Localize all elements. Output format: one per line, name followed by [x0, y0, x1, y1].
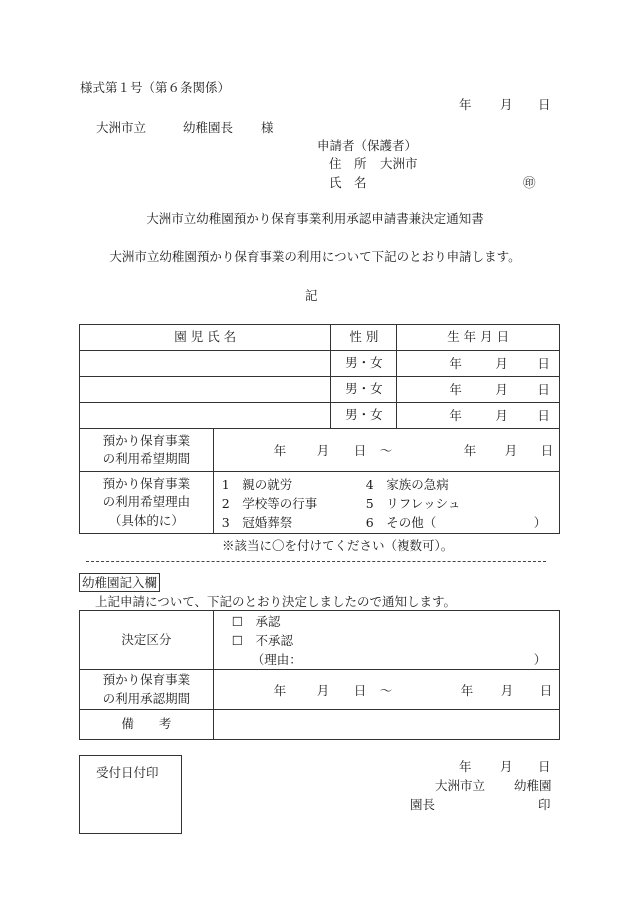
approved-tilde: ～ — [379, 682, 393, 698]
period-tilde: ～ — [379, 443, 393, 458]
addressee-title: 幼稚園長 — [183, 120, 234, 135]
birthdate-header: 生 年 月 日 — [397, 325, 560, 351]
reception-stamp-box — [79, 755, 182, 834]
applicant-heading: 申請者（保護者） — [317, 138, 418, 153]
remarks-label: 備 考 — [80, 710, 214, 740]
address-label: 住 所 — [329, 156, 367, 171]
approved-period-row — [80, 670, 560, 710]
reject-reason-close: ） — [533, 652, 547, 667]
month-label: 月 — [495, 381, 508, 397]
sex-cell[interactable]: 男・女 — [331, 351, 397, 377]
approved-period-label-line1: 預かり保育事業 — [102, 672, 191, 688]
reason-option-4[interactable]: 4 家族の急病 — [365, 476, 449, 492]
reason-label-line3: （具体的に） — [108, 512, 184, 528]
checkbox-icon: ☐ — [231, 614, 243, 629]
footer-kindergarten: 幼稚園 — [514, 778, 552, 793]
period-start-month: 月 — [316, 443, 330, 458]
month-label: 月 — [495, 355, 508, 371]
decision-table — [79, 610, 560, 740]
approved-period-cell[interactable] — [213, 670, 559, 710]
day-label: 日 — [537, 407, 550, 423]
reason-option-3[interactable]: 3 冠婚葬祭 — [221, 514, 293, 530]
reason-label-line2: の利用希望理由 — [102, 494, 191, 510]
year-label: 年 — [449, 381, 462, 397]
footer-seal: 印 — [538, 797, 551, 812]
approve-checkbox[interactable] — [232, 613, 281, 631]
approved-end-year: 年 — [460, 682, 474, 698]
approve-label: 承認 — [255, 614, 281, 629]
document-title: 大洲市立幼稚園預かり保育事業利用承認申請書兼決定通知書 — [146, 211, 484, 226]
date-day-label: 日 — [538, 97, 551, 112]
reason-option-5[interactable]: 5 リフレッシュ — [365, 495, 461, 511]
decision-label: 決定区分 — [80, 611, 214, 670]
period-end-year: 年 — [463, 443, 477, 458]
reason-option-2[interactable]: 2 学校等の行事 — [221, 495, 318, 511]
reason-label — [80, 472, 214, 534]
approved-period-label — [80, 670, 214, 710]
office-intro: 上記申請について、下記のとおり決定しましたので通知します。 — [95, 594, 457, 609]
office-section-label: 幼稚園記入欄 — [79, 573, 160, 592]
name-label: 氏 名 — [329, 175, 367, 190]
footer-principal: 園長 — [410, 797, 436, 812]
table-header-row — [80, 325, 560, 351]
table-row — [80, 403, 560, 429]
reject-reason-open: （理由： — [251, 652, 302, 667]
footer-year-label: 年 — [459, 759, 472, 774]
child-name-header: 園 児 氏 名 — [80, 325, 331, 351]
period-start-year: 年 — [273, 443, 287, 458]
approved-start-day: 日 — [353, 682, 367, 698]
reason-options — [213, 472, 559, 534]
year-label: 年 — [449, 407, 462, 423]
reason-close-paren: ） — [533, 514, 547, 530]
period-end-day: 日 — [540, 443, 554, 458]
reason-option-1[interactable]: 1 親の就労 — [221, 476, 293, 492]
decision-cell — [213, 611, 559, 670]
birthdate-cell[interactable] — [397, 351, 560, 377]
footer-day-label: 日 — [538, 759, 551, 774]
desired-period-row — [80, 429, 560, 472]
reason-option-6[interactable]: 6 その他（ — [365, 514, 437, 530]
period-end-month: 月 — [504, 443, 518, 458]
day-label: 日 — [537, 381, 550, 397]
ki-heading: 記 — [305, 288, 318, 303]
intro-text: 大洲市立幼稚園預かり保育事業の利用について下記のとおり申請します。 — [109, 249, 521, 264]
sex-cell[interactable]: 男・女 — [331, 377, 397, 403]
birthdate-cell[interactable] — [397, 377, 560, 403]
reason-label-line1: 預かり保育事業 — [102, 476, 191, 492]
form-number: 様式第１号（第６条関係） — [80, 80, 231, 95]
approved-start-month: 月 — [316, 682, 330, 698]
remarks-cell[interactable] — [213, 710, 559, 740]
reject-checkbox[interactable] — [232, 632, 293, 650]
day-label: 日 — [537, 355, 550, 371]
addressee-city: 大洲市立 — [96, 120, 147, 135]
year-label: 年 — [449, 355, 462, 371]
sex-header: 性 別 — [331, 325, 397, 351]
seal-icon: ㊞ — [523, 175, 536, 190]
date-year-label: 年 — [459, 97, 472, 112]
birthdate-cell[interactable] — [397, 403, 560, 429]
table-row — [80, 351, 560, 377]
reason-row — [80, 472, 560, 534]
sex-cell[interactable]: 男・女 — [331, 403, 397, 429]
reception-stamp-label: 受付日付印 — [96, 765, 159, 780]
date-month-label: 月 — [500, 97, 513, 112]
table-row — [80, 377, 560, 403]
note-text: ※該当に〇を付けてください（複数可）。 — [222, 538, 454, 553]
desired-period-cell[interactable] — [213, 429, 559, 472]
child-name-cell[interactable] — [80, 403, 331, 429]
footer-city: 大洲市立 — [435, 778, 486, 793]
period-start-day: 日 — [353, 443, 367, 458]
approved-end-day: 日 — [539, 682, 553, 698]
addressee-honorific: 様 — [261, 120, 274, 135]
approved-start-year: 年 — [273, 682, 287, 698]
decision-row — [80, 611, 560, 670]
child-name-cell[interactable] — [80, 377, 331, 403]
period-label-line2: の利用希望期間 — [102, 451, 191, 466]
cut-line — [86, 561, 546, 562]
period-label-line1: 預かり保育事業 — [102, 432, 191, 448]
approved-end-month: 月 — [500, 682, 514, 698]
address-value: 大洲市 — [380, 156, 418, 171]
child-name-cell[interactable] — [80, 351, 331, 377]
desired-period-label — [80, 429, 214, 472]
footer-month-label: 月 — [500, 759, 513, 774]
reject-label: 不承認 — [255, 633, 294, 648]
remarks-row — [80, 710, 560, 740]
checkbox-icon: ☐ — [231, 633, 243, 648]
application-table — [79, 324, 560, 534]
month-label: 月 — [495, 407, 508, 423]
approved-period-label-line2: の利用承認期間 — [102, 690, 191, 706]
